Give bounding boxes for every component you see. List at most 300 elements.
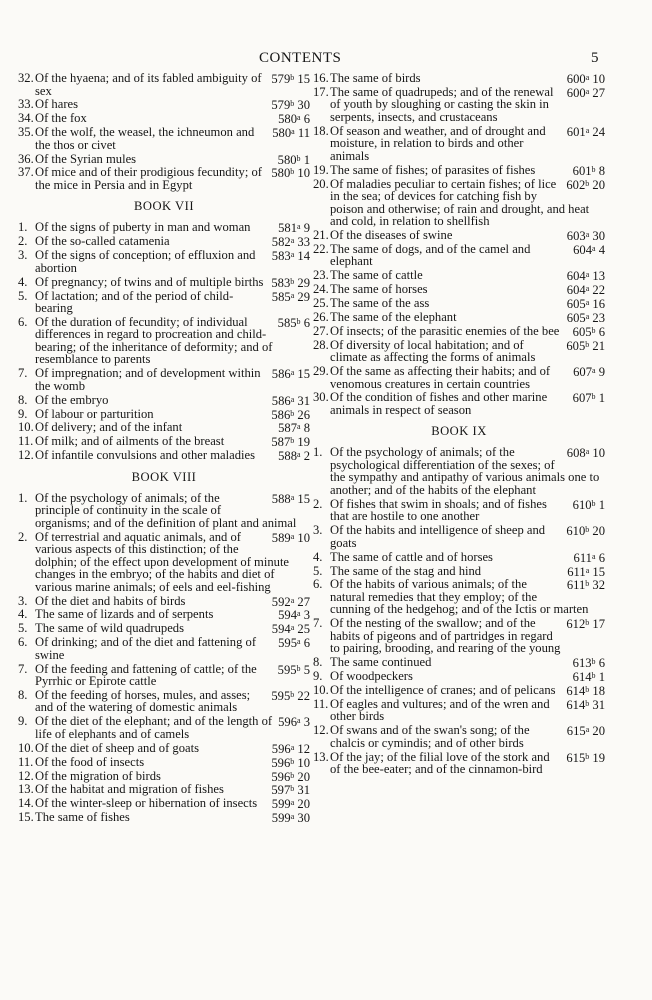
reference-page: 601 (572, 163, 592, 178)
contents-entry (313, 498, 605, 523)
entry-number: 14. (18, 796, 34, 811)
contents-entry (18, 221, 310, 234)
reference-page: 605 (566, 338, 586, 353)
entry-title: Of mice and of their prodigious fecundity; of the mice in Persia and in Egypt (35, 165, 262, 192)
reference-page: 604 (566, 269, 586, 284)
entry-title: Of the diet of the elephant; and of the length of life of elephants and of camels (35, 714, 273, 741)
entry-number: 21. (313, 227, 329, 242)
entry-number: 5. (313, 563, 323, 578)
entry-number: 1. (18, 220, 28, 235)
reference-line: 20 (592, 177, 605, 192)
reference-column-letter: a (290, 368, 295, 378)
contents-entry (313, 125, 605, 163)
entry-number: 16. (313, 71, 329, 85)
entry-number: 4. (313, 549, 323, 564)
entry-number: 13. (18, 782, 34, 797)
reference-column-letter: b (591, 164, 596, 174)
reference-column-letter: a (290, 531, 295, 541)
contents-entry (18, 421, 310, 434)
contents-entry (18, 663, 310, 688)
reference-line: 6 (598, 324, 605, 339)
reference-column-letter: a (290, 236, 295, 246)
entry-number: 30. (313, 390, 329, 405)
entry-page-reference (568, 243, 605, 257)
entry-page-reference (562, 578, 605, 592)
reference-line: 30 (297, 98, 310, 113)
contents-entry (18, 636, 310, 661)
entry-number: 20. (313, 176, 329, 191)
reference-line: 30 (297, 811, 310, 826)
reference-line: 3 (303, 715, 310, 730)
reference-page: 588 (271, 491, 291, 506)
contents-entry (313, 243, 605, 268)
entry-page-reference (562, 446, 605, 460)
reference-page: 611 (567, 564, 586, 579)
entry-page-reference (568, 498, 605, 512)
reference-column-letter: b (290, 770, 295, 780)
reference-page: 614 (572, 670, 592, 685)
contents-entry (18, 98, 310, 111)
reference-line: 14 (297, 249, 310, 264)
entry-title: Of the duration of fecundity; of individual differences in regard to procreation and child-bearing; of the inheritance of deformity; and of resemblance to parents (35, 314, 273, 367)
entry-page-reference (266, 408, 310, 422)
entry-page-reference (267, 126, 310, 140)
entry-number: 11. (313, 696, 329, 711)
contents-entry (313, 617, 605, 655)
entry-title: Of labour or parturition (35, 406, 154, 421)
entry-page-reference (273, 663, 310, 677)
reference-column-letter: b (290, 167, 295, 177)
reference-line: 30 (592, 228, 605, 243)
reference-column-letter: b (585, 339, 590, 349)
entry-title: Of the condition of fishes and other marine animals in respect of season (330, 390, 548, 417)
entry-number: 6. (18, 635, 28, 650)
reference-line: 22 (592, 283, 605, 298)
contents-entry (18, 756, 310, 769)
reference-column-letter: a (296, 716, 301, 726)
reference-line: 23 (592, 310, 605, 325)
entry-number: 3. (18, 248, 28, 263)
entry-title: The same of cattle and of horses (330, 549, 493, 564)
entry-number: 33. (18, 97, 34, 112)
entry-page-reference (273, 221, 310, 235)
reference-line: 20 (592, 724, 605, 739)
entry-page-reference (266, 166, 310, 180)
entry-page-reference (267, 249, 310, 263)
entry-number: 1. (18, 490, 28, 505)
contents-entry (313, 72, 605, 85)
entry-number: 24. (313, 282, 329, 297)
contents-entry (18, 435, 310, 448)
reference-line: 18 (592, 683, 605, 698)
reference-page: 595 (271, 688, 291, 703)
reference-page: 612 (566, 617, 586, 632)
contents-entry (313, 446, 605, 496)
reference-line: 1 (598, 497, 605, 512)
entry-title: Of the feeding and fattening of cattle; of the Pyrrhic or Epirote cattle (35, 661, 257, 689)
reference-column-letter: a (585, 725, 590, 735)
contents-entry (313, 283, 605, 296)
entry-title: Of the habits and intelligence of sheep and goats (330, 523, 546, 550)
entry-number: 10. (313, 682, 329, 697)
contents-entry (18, 235, 310, 248)
contents-entry (18, 290, 310, 315)
reference-column-letter: a (585, 270, 590, 280)
entry-number: 2. (18, 529, 28, 544)
reference-page: 579 (271, 98, 291, 113)
entry-number: 18. (313, 123, 329, 138)
entry-number: 12. (18, 768, 34, 783)
entry-title: Of eagles and vultures; and of the wren and other birds (330, 696, 550, 724)
reference-line: 32 (592, 578, 605, 593)
contents-entry (18, 316, 310, 366)
contents-entry (18, 153, 310, 166)
entry-title: Of the jay; of the filial love of the stork and of the bee-eater; and of the cinnamon-bird (330, 749, 550, 777)
reference-line: 3 (303, 608, 310, 623)
entry-title: The same of fishes; of parasites of fishes (330, 162, 536, 177)
reference-column-letter: a (291, 127, 295, 137)
contents-entry (18, 72, 310, 97)
entry-number: 26. (313, 309, 329, 324)
contents-entry (18, 595, 310, 608)
contents-entry (313, 684, 605, 697)
reference-page: 596 (271, 769, 291, 784)
reference-page: 611 (566, 578, 586, 593)
entry-page-reference (273, 636, 310, 650)
contents-entry (18, 367, 310, 392)
reference-column-letter: a (296, 422, 301, 432)
entry-title: Of the migration of birds (35, 768, 161, 783)
reference-column-letter: b (585, 178, 590, 188)
reference-line: 15 (297, 72, 310, 86)
entry-page-reference (562, 283, 605, 297)
reference-page: 580 (271, 166, 291, 181)
contents-right-column (313, 72, 605, 777)
reference-line: 6 (303, 636, 310, 651)
entry-number: 1. (313, 445, 323, 460)
reference-page: 596 (271, 741, 291, 756)
entry-page-reference (267, 235, 310, 249)
entry-number: 3. (313, 523, 323, 538)
reference-page: 608 (566, 446, 586, 461)
entry-page-reference (267, 595, 310, 609)
reference-page: 586 (271, 367, 291, 382)
reference-column-letter: b (585, 751, 590, 761)
reference-line: 25 (297, 622, 310, 637)
entry-page-reference (266, 689, 310, 703)
entry-number: 11. (18, 754, 34, 769)
reference-line: 11 (297, 126, 310, 141)
reference-column-letter: a (290, 290, 295, 300)
entry-number: 4. (18, 274, 28, 289)
reference-line: 2 (303, 449, 310, 464)
entry-page-reference (568, 391, 605, 405)
entry-number: 5. (18, 621, 28, 636)
entry-title: Of the intelligence of cranes; and of pelicans (330, 682, 556, 697)
reference-page: 580 (278, 112, 297, 127)
reference-page: 594 (271, 622, 291, 637)
reference-column-letter: a (296, 450, 301, 460)
entry-page-reference (273, 608, 310, 622)
reference-column-letter: b (296, 153, 301, 163)
reference-column-letter: b (296, 663, 301, 673)
reference-page: 587 (278, 421, 297, 436)
entry-title: Of the psychology of animals; of the psychological differentiation of the sexes; of the sympathy and antipathy of various animals one to another; and of the habits of the elephant (330, 445, 600, 497)
entry-title: Of the Syrian mules (35, 151, 137, 166)
reference-column-letter: a (591, 243, 596, 253)
entry-title: Of pregnancy; of twins and of multiple births (35, 274, 264, 289)
reference-column-letter: a (585, 125, 590, 135)
entry-title: Of lactation; and of the period of child-bearing (35, 288, 234, 316)
reference-column-letter: a (585, 447, 590, 457)
entry-title: The same of fishes (35, 810, 130, 825)
entry-page-reference (562, 724, 605, 738)
contents-entry (18, 608, 310, 621)
entry-title: Of the wolf, the weasel, the ichneumon and the thos or civet (35, 125, 255, 152)
entry-page-reference (561, 617, 605, 631)
contents-entry (313, 297, 605, 310)
reference-page: 605 (572, 324, 592, 339)
reference-column-letter: b (585, 525, 590, 535)
reference-column-letter: a (290, 623, 295, 633)
contents-entry (313, 565, 605, 578)
entry-number: 8. (18, 687, 28, 702)
reference-line: 5 (303, 662, 310, 677)
reference-line: 29 (297, 289, 310, 304)
contents-entry (313, 269, 605, 282)
entry-page-reference (267, 394, 310, 408)
reference-line: 15 (592, 564, 605, 579)
reference-column-letter: a (296, 637, 301, 647)
reference-column-letter: b (290, 276, 295, 286)
entry-page-reference (562, 72, 605, 86)
contents-entry (18, 449, 310, 462)
entry-page-reference (561, 524, 605, 538)
reference-column-letter: a (585, 565, 590, 575)
entry-title: Of the nesting of the swallow; and of the habits of pigeons and of partridges in regard to pairing, brooding, and rearing of the young (330, 616, 561, 656)
reference-line: 10 (297, 755, 310, 770)
entry-page-reference (267, 811, 310, 825)
entry-page-reference (562, 125, 605, 139)
reference-page: 585 (271, 289, 291, 304)
contents-entry (313, 229, 605, 242)
reference-line: 1 (598, 670, 605, 685)
page-number: 5 (591, 50, 599, 66)
entry-title: Of the psychology of animals; of the principle of continuity in the scale of organisms; and of the definition of plant and animal (35, 490, 297, 530)
entry-title: The same of lizards and of serpents (35, 607, 214, 622)
reference-line: 27 (297, 594, 310, 609)
entry-page-reference (267, 290, 310, 304)
entry-number: 13. (313, 749, 329, 764)
reference-page: 581 (278, 221, 297, 236)
entry-number: 7. (18, 661, 28, 676)
reference-column-letter: b (585, 684, 590, 694)
entry-page-reference (266, 98, 310, 112)
entry-number: 12. (313, 723, 329, 738)
entry-title: Of the hyaena; and of its fabled ambiguity of sex (35, 71, 262, 98)
entry-number: 34. (18, 111, 34, 126)
reference-page: 614 (566, 697, 586, 712)
reference-line: 33 (297, 235, 310, 250)
reference-line: 19 (297, 435, 310, 450)
book-heading: BOOK VIII (131, 469, 197, 484)
contents-entry (313, 670, 605, 683)
entry-page-reference (273, 316, 310, 330)
reference-line: 20 (592, 524, 605, 539)
entry-title: Of terrestrial and aquatic animals, and of various aspects of this distinction; of the dolphin; of the effect upon development of minute changes in the embryo; of the habits and diet of various marine animals; of eels and eel-fishing (35, 529, 290, 594)
entry-page-reference (562, 229, 605, 243)
entry-title: Of the signs of puberty in man and woman (35, 220, 251, 235)
reference-line: 10 (592, 446, 605, 461)
entry-title: Of the diet and habits of birds (35, 593, 186, 608)
contents-entry (18, 492, 310, 530)
entry-page-reference (562, 311, 605, 325)
entry-title: Of delivery; and of the infant (35, 420, 183, 435)
contents-entry (313, 365, 605, 390)
reference-line: 20 (297, 769, 310, 784)
contents-entry (313, 178, 605, 228)
reference-line: 16 (592, 297, 605, 312)
entry-title: Of maladies peculiar to certain fishes; of lice in the sea; of devices for catching fish by poison and otherwise; of rain and drought, and heat and cold, in relation to shellfish (330, 176, 590, 229)
reference-line: 27 (592, 85, 605, 100)
entry-page-reference (568, 164, 605, 178)
reference-line: 1 (598, 391, 605, 406)
reference-line: 31 (297, 783, 310, 798)
reference-column-letter: b (591, 392, 596, 402)
reference-page: 599 (271, 797, 291, 812)
entry-number: 9. (313, 669, 323, 684)
entry-title: Of infantile convulsions and other maladies (35, 448, 255, 463)
entry-title: Of the diseases of swine (330, 227, 453, 242)
reference-line: 9 (598, 365, 605, 380)
reference-page: 615 (566, 750, 586, 765)
reference-line: 17 (592, 617, 605, 632)
entry-number: 22. (313, 241, 329, 256)
reference-column-letter: a (585, 229, 590, 239)
entry-title: The same of wild quadrupeds (35, 621, 184, 636)
reference-column-letter: b (290, 756, 295, 766)
reference-line: 6 (303, 315, 310, 330)
entry-page-reference (273, 153, 310, 167)
reference-line: 4 (598, 242, 605, 257)
reference-page: 582 (271, 235, 291, 250)
entry-title: The same of dogs, and of the camel and elephant (330, 241, 531, 269)
reference-column-letter: a (296, 113, 301, 123)
reference-page: 587 (271, 435, 291, 450)
entry-number: 2. (18, 234, 28, 249)
entry-title: Of insects; of the parasitic enemies of the bee (330, 323, 560, 338)
reference-page: 605 (566, 297, 586, 312)
reference-column-letter: a (585, 86, 590, 96)
contents-entry (313, 86, 605, 124)
reference-page: 592 (271, 594, 291, 609)
entry-page-reference (569, 551, 605, 565)
reference-page: 613 (572, 656, 592, 671)
entry-title: Of the embryo (35, 392, 109, 407)
contents-entry (18, 797, 310, 810)
entry-title: Of the feeding of horses, mules, and asses; and of the watering of domestic animals (35, 687, 251, 715)
reference-page: 611 (573, 550, 592, 565)
entry-number: 2. (313, 496, 323, 511)
entry-number: 36. (18, 151, 34, 166)
reference-column-letter: a (296, 609, 301, 619)
reference-page: 607 (573, 365, 592, 380)
reference-line: 22 (297, 688, 310, 703)
entry-page-reference (267, 492, 310, 506)
reference-page: 588 (278, 449, 297, 464)
reference-column-letter: a (296, 222, 301, 232)
entry-title: The same of the ass (330, 296, 430, 311)
reference-page: 580 (277, 152, 297, 167)
reference-page: 599 (271, 811, 291, 826)
reference-page: 597 (271, 783, 291, 798)
entry-title: Of impregnation; and of development within the womb (35, 366, 261, 393)
entry-page-reference (568, 365, 605, 379)
entry-title: Of the food of insects (35, 754, 145, 769)
entry-title: The same of cattle (330, 268, 423, 283)
contents-entry (313, 164, 605, 177)
entry-page-reference (273, 449, 310, 463)
reference-line: 8 (303, 421, 310, 436)
contents-entry (313, 325, 605, 338)
entry-title: Of the so-called catamenia (35, 234, 170, 249)
reference-line: 15 (297, 491, 310, 506)
entry-title: Of milk; and of ailments of the breast (35, 434, 225, 449)
reference-page: 604 (566, 283, 586, 298)
reference-column-letter: a (290, 812, 295, 822)
entry-number: 27. (313, 323, 329, 338)
reference-column-letter: a (290, 394, 295, 404)
reference-column-letter: b (585, 698, 590, 708)
contents-entry (18, 249, 310, 274)
entry-number: 9. (18, 714, 28, 729)
contents-entry (18, 112, 310, 125)
entry-page-reference (561, 684, 605, 698)
contents-entry (18, 126, 310, 151)
reference-column-letter: b (290, 99, 295, 109)
reference-page: 594 (278, 608, 297, 623)
entry-title: The same of quadrupeds; and of the renewal of youth by sloughing or casting the skin in serpents, insects, and crustaceans (330, 84, 554, 124)
reference-line: 10 (592, 72, 605, 86)
reference-page: 579 (271, 72, 291, 86)
reference-column-letter: b (591, 671, 596, 681)
reference-page: 580 (272, 126, 292, 141)
entry-number: 17. (313, 84, 329, 99)
reference-column-letter: b (591, 325, 596, 335)
reference-column-letter: a (290, 250, 295, 260)
reference-line: 6 (598, 550, 605, 565)
reference-page: 603 (566, 228, 586, 243)
reference-column-letter: a (290, 595, 295, 605)
contents-entry (313, 551, 605, 564)
contents-entry (313, 724, 605, 749)
reference-line: 13 (592, 269, 605, 284)
entry-number: 35. (18, 125, 34, 140)
contents-entry (18, 394, 310, 407)
reference-column-letter: a (585, 311, 590, 321)
entry-number: 12. (18, 448, 34, 463)
reference-column-letter: a (585, 73, 590, 82)
reference-page: 595 (278, 636, 297, 651)
entry-title: Of the winter-sleep or hibernation of insects (35, 796, 258, 811)
contents-left-column (18, 72, 310, 825)
contents-entry (313, 698, 605, 723)
contents-entry (18, 689, 310, 714)
reference-column-letter: b (290, 73, 295, 82)
reference-line: 12 (297, 741, 310, 756)
entry-number: 32. (18, 71, 34, 85)
reference-line: 6 (598, 656, 605, 671)
